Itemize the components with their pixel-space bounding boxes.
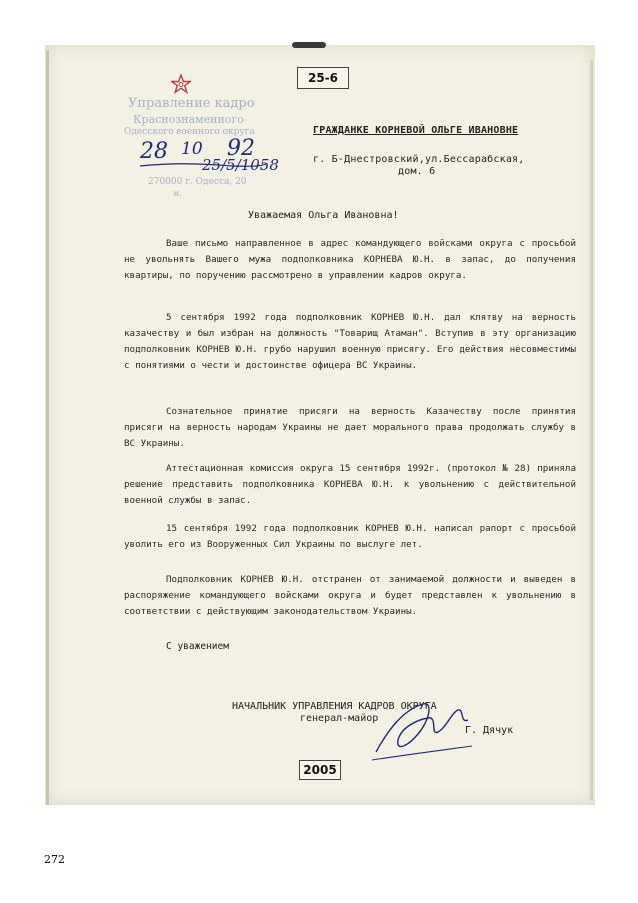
star-icon: [171, 74, 191, 94]
handwritten-month: 10: [181, 139, 203, 159]
paragraph-2-text: 5 сентября 1992 года подполковник КОРНЕВ Ю.Н. дал клятву на верность казачеству и был избран на должность "Товарищ Атаман". Вступив в эту организацию подполковник КОРНЕВ Ю.Н. грубо нарушил военную присягу. Его действия несовместимы с понятиями о чести и достоинстве офицера ВС Украины.: [124, 312, 576, 371]
paragraph-5: [124, 521, 576, 553]
salutation: Уважаемая Ольга Ивановна!: [248, 210, 399, 221]
addressee-name: ГРАЖДАНКЕ КОРНЕВОЙ ОЛЬГЕ ИВАНОВНЕ: [313, 125, 519, 136]
handwritten-year: 92: [227, 136, 255, 161]
handwritten-number: 25/5/1058: [202, 156, 279, 174]
closing: С уважением: [166, 641, 229, 652]
archive-number-top: 25-6: [297, 67, 349, 89]
paragraph-5-text: 15 сентября 1992 года подполковник КОРНЕВ Ю.Н. написал рапорт с просьбой уволить его из Вооруженных Сил Украины по выслуге лет.: [124, 523, 576, 550]
stamp-postal-2: м.: [173, 189, 182, 198]
signature-title: НАЧАЛЬНИК УПРАВЛЕНИЯ КАДРОВ ОКРУГА: [232, 701, 437, 712]
page-number: 272: [44, 853, 65, 866]
addressee-address-2: дом. 6: [398, 166, 436, 177]
paragraph-1-text: Ваше письмо направленное в адрес командующего войсками округа с просьбой не увольнять Вашего мужа подполковника КОРНЕВА Ю.Н. в запас, до получения квартиры, по поручению рассмотрено в управлении кадров округа.: [124, 238, 576, 281]
paragraph-1: [124, 236, 576, 284]
paragraph-2: [124, 310, 576, 374]
handwritten-signature: [368, 690, 478, 770]
handwritten-day: 28: [140, 139, 168, 164]
stamp-line-1: Управление кадро: [128, 96, 255, 111]
paragraph-4: [124, 461, 576, 509]
paragraph-3-text: Сознательное принятие присяги на верность Казачеству после принятия присяги на верность народам Украины не дает морального права продолжать службу в ВС Украины.: [124, 406, 576, 449]
paragraph-3: [124, 404, 576, 452]
sheet-right-edge: [590, 60, 593, 800]
paragraph-4-text: Аттестационная комиссия округа 15 сентября 1992г. (протокол № 28) приняла решение представить подполковника КОРНЕВА Ю.Н. к увольнению с действительной военной службы в запас.: [124, 463, 576, 506]
stamp-line-2: Краснознаменного: [133, 113, 244, 126]
paragraph-6: [124, 572, 576, 620]
signature-rank: генерал-майор: [300, 713, 379, 724]
stamp-line-3: Одесского военного округа: [124, 127, 255, 137]
addressee-address-1: г. Б-Днестровский,ул.Бессарабская,: [313, 154, 525, 165]
archive-number-bottom: 2005: [299, 760, 341, 780]
paragraph-6-text: Подполковник КОРНЕВ Ю.Н. отстранен от занимаемой должности и выведен в распоряжение командующего войсками округа и будет представлен к увольнению в соответствии с действующим законодательством Украины.: [124, 574, 576, 617]
stamp-postal: 270000 г. Одесса, 20: [148, 177, 247, 187]
sheet-left-edge: [46, 50, 49, 805]
binding-mark: [292, 42, 326, 48]
signature-name: Г. Дячук: [465, 725, 514, 736]
